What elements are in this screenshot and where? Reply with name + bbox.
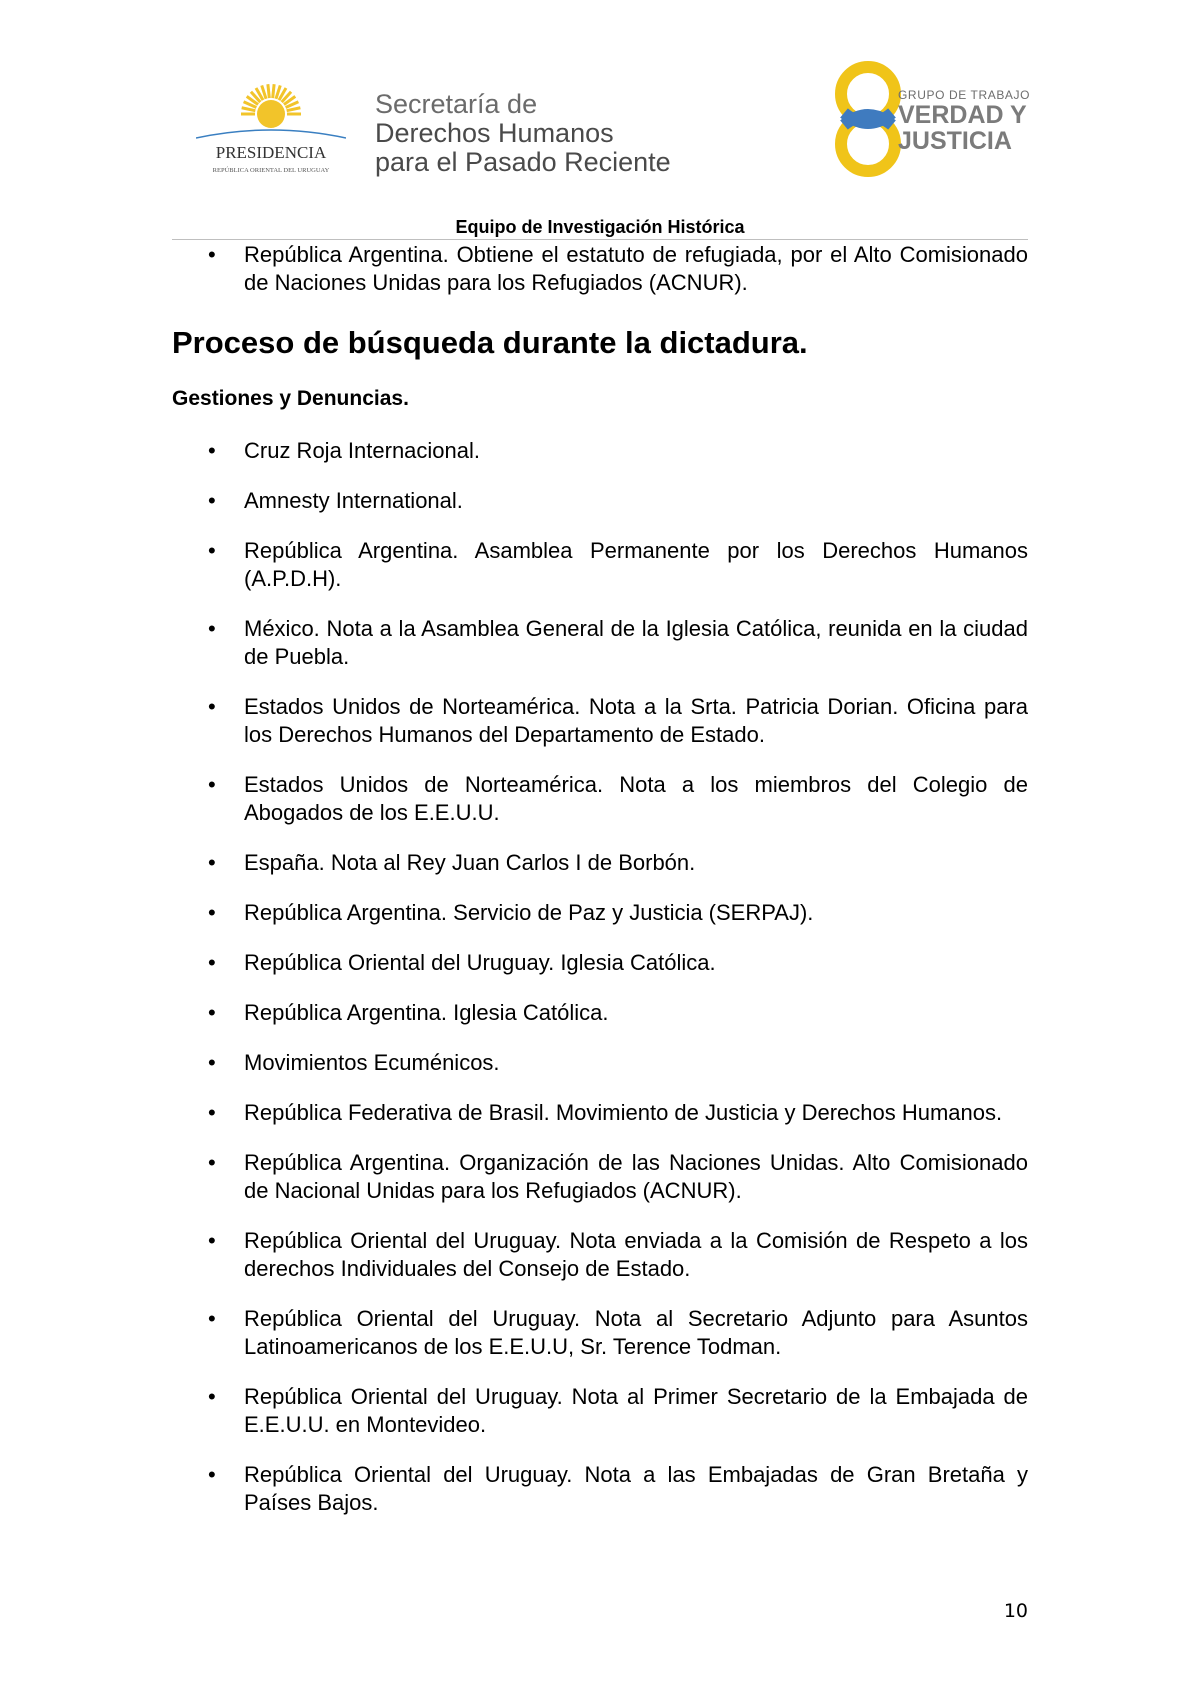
grupo-line-2: VERDAD Y — [898, 101, 1027, 129]
list-item — [172, 999, 1028, 1027]
list-item-text: República Oriental del Uruguay. Nota a las Embajadas de Gran Bretaña y Países Bajos. — [244, 1462, 1028, 1515]
list-item-text: República Oriental del Uruguay. Nota al Primer Secretario de la Embajada de E.E.U.U. en Montevideo. — [244, 1384, 1028, 1437]
bullet-icon: • — [208, 850, 216, 875]
list-item-text: República Argentina. Asamblea Permanente por los Derechos Humanos (A.P.D.H). — [244, 538, 1028, 591]
bullet-icon: • — [208, 538, 216, 563]
secretaria-line-1: Secretaría de — [375, 89, 538, 119]
list-item — [172, 1099, 1028, 1127]
list-item-text: Amnesty International. — [244, 488, 463, 513]
list-item-text: República Federativa de Brasil. Movimiento de Justicia y Derechos Humanos. — [244, 1100, 1003, 1125]
bullet-icon: • — [208, 1384, 216, 1409]
list-item — [172, 437, 1028, 465]
secretaria-title — [375, 90, 671, 177]
bullet-icon: • — [208, 772, 216, 797]
list-item — [172, 241, 1028, 297]
intro-list — [172, 241, 1028, 297]
list-item-text: República Oriental del Uruguay. Iglesia Católica. — [244, 950, 716, 975]
list-item-text: República Argentina. Iglesia Católica. — [244, 1000, 609, 1025]
section-heading: Proceso de búsqueda durante la dictadura. — [172, 325, 808, 360]
verdad-justicia-wordmark — [898, 88, 1058, 154]
presidencia-name: PRESIDENCIA — [215, 143, 327, 162]
bullet-icon: • — [208, 1100, 216, 1125]
list-item-text: Estados Unidos de Norteamérica. Nota a los miembros del Colegio de Abogados de los E.E.U.U. — [244, 772, 1028, 825]
bullet-icon: • — [208, 694, 216, 719]
bullet-icon: • — [208, 616, 216, 641]
list-item — [172, 949, 1028, 977]
list-item — [172, 1227, 1028, 1283]
list-item — [172, 899, 1028, 927]
bullet-icon: • — [208, 242, 216, 267]
list-item-text: República Argentina. Organización de las Naciones Unidas. Alto Comisionado de Nacional Unidas para los Refugiados (ACNUR). — [244, 1150, 1028, 1203]
list-item — [172, 1049, 1028, 1077]
bullet-icon: • — [208, 1228, 216, 1253]
list-item — [172, 1149, 1028, 1205]
bullet-icon: • — [208, 438, 216, 463]
secretaria-line-2: Derechos Humanos — [375, 118, 614, 148]
subsection-heading: Gestiones y Denuncias. — [172, 387, 409, 410]
list-item — [172, 1461, 1028, 1517]
list-item — [172, 771, 1028, 827]
header-divider — [172, 239, 1028, 240]
list-item-text: México. Nota a la Asamblea General de la Iglesia Católica, reunida en la ciudad de Puebla. — [244, 616, 1028, 669]
bullet-icon: • — [208, 488, 216, 513]
list-item — [172, 849, 1028, 877]
grupo-line-3: JUSTICIA — [898, 127, 1012, 155]
bullet-icon: • — [208, 900, 216, 925]
list-item-text: República Oriental del Uruguay. Nota enviada a la Comisión de Respeto a los derechos Individuales del Consejo de Estado. — [244, 1228, 1028, 1281]
list-item — [172, 693, 1028, 749]
list-item-text: España. Nota al Rey Juan Carlos I de Borbón. — [244, 850, 696, 875]
list-item — [172, 615, 1028, 671]
gestiones-list — [172, 437, 1028, 1517]
list-item-text: República Argentina. Servicio de Paz y Justicia (SERPAJ). — [244, 900, 814, 925]
bullet-icon: • — [208, 1050, 216, 1075]
secretaria-line-3: para el Pasado Reciente — [375, 147, 671, 177]
bullet-icon: • — [208, 1000, 216, 1025]
list-item-text: Movimientos Ecuménicos. — [244, 1050, 500, 1075]
document-body — [172, 241, 1028, 1539]
list-item-text: República Argentina. Obtiene el estatuto de refugiada, por el Alto Comisionado de Naciones Unidas para los Refugiados (ACNUR). — [244, 242, 1028, 295]
page-header — [0, 0, 1190, 250]
list-item-text: Cruz Roja Internacional. — [244, 438, 481, 463]
list-item — [172, 487, 1028, 515]
bullet-icon: • — [208, 1306, 216, 1331]
list-item-text: República Oriental del Uruguay. Nota al Secretario Adjunto para Asuntos Latinoamericanos de los E.E.U.U, Sr. Terence Todman. — [244, 1306, 1028, 1359]
list-item — [172, 1305, 1028, 1361]
grupo-line-1: GRUPO DE TRABAJO — [898, 88, 1031, 102]
list-item — [172, 1383, 1028, 1439]
list-item-text: Estados Unidos de Norteamérica. Nota a la Srta. Patricia Dorian. Oficina para los Derechos Humanos del Departamento de Estado. — [244, 694, 1028, 747]
running-header-title: Equipo de Investigación Histórica — [455, 217, 745, 237]
bullet-icon: • — [208, 1462, 216, 1487]
presidencia-subtitle: REPÚBLICA ORIENTAL DEL URUGUAY — [212, 167, 330, 174]
presidencia-sun-logo — [196, 82, 346, 177]
bullet-icon: • — [208, 950, 216, 975]
list-item — [172, 537, 1028, 593]
page-number: 10 — [1003, 1600, 1028, 1622]
bullet-icon: • — [208, 1150, 216, 1175]
